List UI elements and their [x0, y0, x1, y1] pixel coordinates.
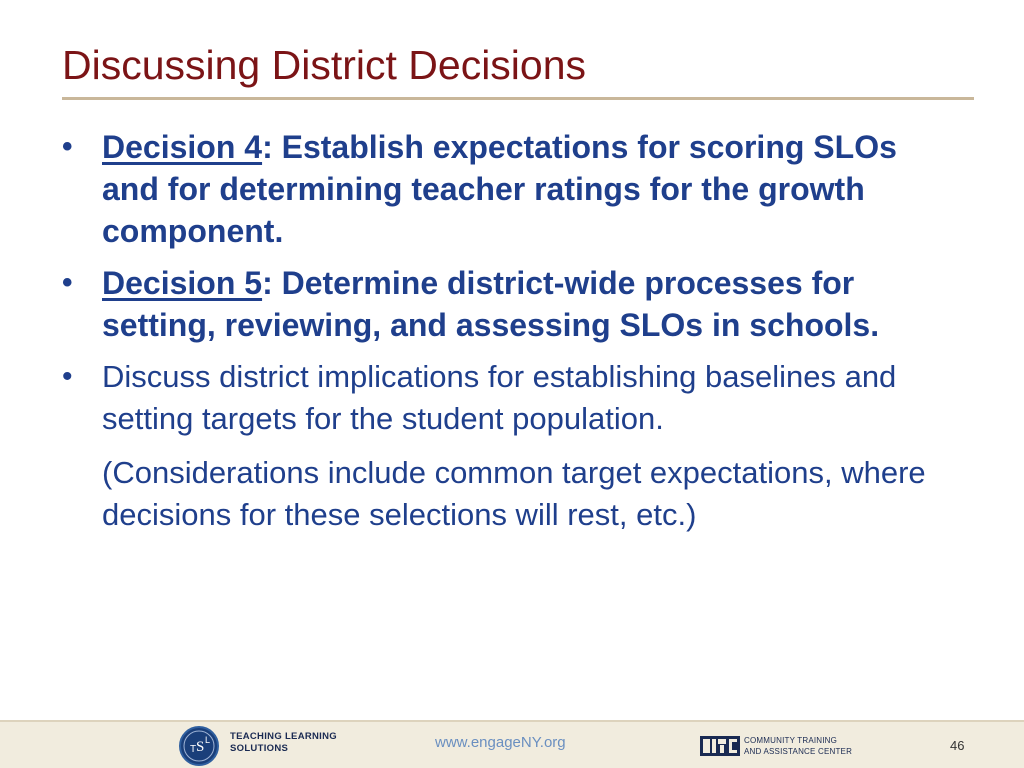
- page-number: 46: [950, 738, 965, 753]
- ctac-org-name: [744, 735, 884, 757]
- tls-logo-icon: [178, 725, 220, 767]
- decision-text: : Establish expectations for scoring SLOs and for determining teacher ratings for the growth component.: [102, 129, 897, 249]
- bullet-list: [62, 126, 962, 536]
- decision-text: : Determine district-wide processes for setting, reviewing, and assessing SLOs in schools.: [102, 265, 880, 343]
- bullet-decision-4: [62, 126, 962, 252]
- tls-name-line2: SOLUTIONS: [230, 743, 289, 754]
- title-divider: [62, 97, 974, 100]
- slide-title: Discussing District Decisions: [62, 42, 587, 88]
- bullet-discuss: [62, 356, 962, 440]
- bullet-dot-icon: •: [62, 266, 73, 299]
- ctac-name-line2: AND ASSISTANCE CENTER: [744, 747, 853, 756]
- decision-label: Decision 4: [102, 129, 263, 165]
- bullet-text: Discuss district implications for establishing baselines and setting targets for the student population.: [102, 359, 897, 436]
- considerations-note: (Considerations include common target expectations, where decisions for these selections will rest, etc.): [102, 455, 926, 532]
- ctac-logo-icon: [700, 732, 740, 760]
- decision-label: Decision 5: [102, 265, 263, 301]
- tls-org-name: [230, 731, 360, 755]
- footer-divider: [0, 720, 1024, 722]
- svg-text:T: T: [190, 744, 197, 755]
- site-url-link[interactable]: www.engageNY.org: [435, 734, 566, 751]
- svg-text:S: S: [196, 739, 205, 755]
- svg-text:L: L: [205, 735, 211, 745]
- ctac-name-line1: COMMUNITY TRAINING: [744, 736, 838, 745]
- tls-name-line1: TEACHING LEARNING: [230, 731, 337, 742]
- bullet-dot-icon: •: [62, 360, 73, 393]
- bullet-decision-5: [62, 262, 962, 346]
- bullet-dot-icon: •: [62, 130, 73, 163]
